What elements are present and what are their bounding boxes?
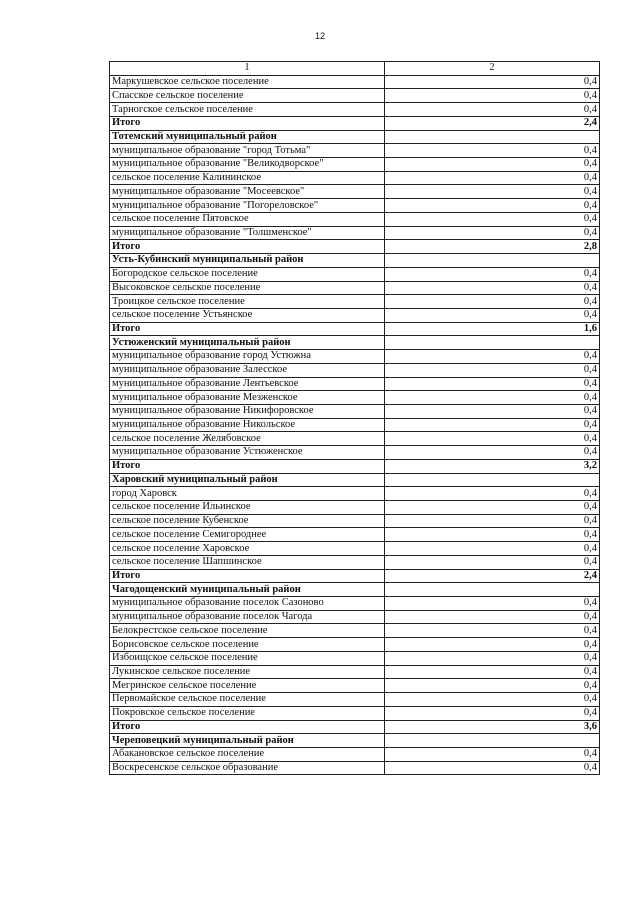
cell-value: 0,4 bbox=[385, 144, 600, 158]
district-name: Тотемский муниципальный район bbox=[110, 130, 385, 144]
cell-value: 0,4 bbox=[385, 761, 600, 775]
settlement-name: сельское поселение Калининское bbox=[110, 171, 385, 185]
cell-value: 0,4 bbox=[385, 404, 600, 418]
table-row bbox=[110, 651, 600, 665]
settlement-name: муниципальное образование Устюженское bbox=[110, 446, 385, 460]
settlement-name: муниципальное образование Лентьевское bbox=[110, 377, 385, 391]
settlement-name: Богородское сельское поселение bbox=[110, 267, 385, 281]
settlement-name: сельское поселение Пятовское bbox=[110, 212, 385, 226]
cell-value: 0,4 bbox=[385, 89, 600, 103]
table-row bbox=[110, 144, 600, 158]
table-row bbox=[110, 295, 600, 309]
district-name: Усть-Кубинский муниципальный район bbox=[110, 254, 385, 268]
settlement-name: Высоковское сельское поселение bbox=[110, 281, 385, 295]
total-label: Итого bbox=[110, 720, 385, 734]
cell-value bbox=[385, 473, 600, 487]
cell-value: 0,4 bbox=[385, 350, 600, 364]
total-value: 3,2 bbox=[385, 459, 600, 473]
cell-value: 0,4 bbox=[385, 171, 600, 185]
table-row bbox=[110, 624, 600, 638]
table-row bbox=[110, 446, 600, 460]
table-row bbox=[110, 555, 600, 569]
district-header-row bbox=[110, 130, 600, 144]
cell-value bbox=[385, 254, 600, 268]
table-row bbox=[110, 363, 600, 377]
settlement-name: муниципальное образование "Великодворское" bbox=[110, 158, 385, 172]
cell-value: 0,4 bbox=[385, 651, 600, 665]
cell-value bbox=[385, 130, 600, 144]
table-row bbox=[110, 308, 600, 322]
settlement-name: Покровское сельское поселение bbox=[110, 706, 385, 720]
district-header-row bbox=[110, 336, 600, 350]
table-row bbox=[110, 665, 600, 679]
cell-value: 0,4 bbox=[385, 103, 600, 117]
cell-value: 0,4 bbox=[385, 597, 600, 611]
settlement-name: Избоищское сельское поселение bbox=[110, 651, 385, 665]
cell-value: 0,4 bbox=[385, 693, 600, 707]
cell-value: 0,4 bbox=[385, 308, 600, 322]
settlement-name: муниципальное образование Никифоровское bbox=[110, 404, 385, 418]
total-row bbox=[110, 322, 600, 336]
settlement-name: Мегринское сельское поселение bbox=[110, 679, 385, 693]
settlement-name: Лукинское сельское поселение bbox=[110, 665, 385, 679]
settlement-name: муниципальное образование "Толшменское" bbox=[110, 226, 385, 240]
settlement-name: сельское поселение Ильинское bbox=[110, 501, 385, 515]
cell-value: 0,4 bbox=[385, 679, 600, 693]
table-row bbox=[110, 487, 600, 501]
table-row bbox=[110, 103, 600, 117]
total-label: Итого bbox=[110, 569, 385, 583]
total-label: Итого bbox=[110, 116, 385, 130]
cell-value bbox=[385, 583, 600, 597]
total-label: Итого bbox=[110, 322, 385, 336]
settlement-name: муниципальное образование город Устюжна bbox=[110, 350, 385, 364]
cell-value: 0,4 bbox=[385, 363, 600, 377]
cell-value bbox=[385, 734, 600, 748]
table-row bbox=[110, 597, 600, 611]
district-name: Череповецкий муниципальный район bbox=[110, 734, 385, 748]
settlement-name: сельское поселение Желябовское bbox=[110, 432, 385, 446]
cell-value: 0,4 bbox=[385, 487, 600, 501]
district-header-row bbox=[110, 254, 600, 268]
cell-value: 0,4 bbox=[385, 555, 600, 569]
page-number: 12 bbox=[314, 31, 325, 41]
settlement-name: Спасское сельское поселение bbox=[110, 89, 385, 103]
total-label: Итого bbox=[110, 240, 385, 254]
total-row bbox=[110, 720, 600, 734]
total-row bbox=[110, 240, 600, 254]
table-row bbox=[110, 418, 600, 432]
cell-value: 0,4 bbox=[385, 501, 600, 515]
settlement-name: Первомайское сельское поселение bbox=[110, 693, 385, 707]
cell-value: 0,4 bbox=[385, 377, 600, 391]
district-name: Харовский муниципальный район bbox=[110, 473, 385, 487]
district-name: Устюженский муниципальный район bbox=[110, 336, 385, 350]
cell-value: 0,4 bbox=[385, 747, 600, 761]
district-name: Чагодощенский муниципальный район bbox=[110, 583, 385, 597]
settlement-name: сельское поселение Устьянское bbox=[110, 308, 385, 322]
table-header-row bbox=[110, 62, 600, 76]
cell-value: 0,4 bbox=[385, 514, 600, 528]
total-row bbox=[110, 116, 600, 130]
total-value: 2,4 bbox=[385, 116, 600, 130]
table-row bbox=[110, 75, 600, 89]
cell-value: 0,4 bbox=[385, 432, 600, 446]
cell-value: 0,4 bbox=[385, 75, 600, 89]
settlement-name: Воскресенское сельское образование bbox=[110, 761, 385, 775]
table-row bbox=[110, 377, 600, 391]
table-row bbox=[110, 404, 600, 418]
table-row bbox=[110, 693, 600, 707]
total-value: 3,6 bbox=[385, 720, 600, 734]
table-row bbox=[110, 542, 600, 556]
table-row bbox=[110, 610, 600, 624]
table-row bbox=[110, 158, 600, 172]
cell-value: 0,4 bbox=[385, 665, 600, 679]
total-row bbox=[110, 459, 600, 473]
settlement-name: муниципальное образование Залесское bbox=[110, 363, 385, 377]
settlement-name: сельское поселение Харовское bbox=[110, 542, 385, 556]
settlement-name: муниципальное образование поселок Сазоново bbox=[110, 597, 385, 611]
settlement-name: муниципальное образование поселок Чагода bbox=[110, 610, 385, 624]
table-row bbox=[110, 89, 600, 103]
total-value: 2,4 bbox=[385, 569, 600, 583]
cell-value: 0,4 bbox=[385, 624, 600, 638]
cell-value: 0,4 bbox=[385, 391, 600, 405]
settlement-name: Белокрестское сельское поселение bbox=[110, 624, 385, 638]
cell-value: 0,4 bbox=[385, 281, 600, 295]
table-row bbox=[110, 706, 600, 720]
cell-value: 0,4 bbox=[385, 212, 600, 226]
table-row bbox=[110, 185, 600, 199]
cell-value: 0,4 bbox=[385, 446, 600, 460]
settlement-name: муниципальное образование "Мосеевское" bbox=[110, 185, 385, 199]
table-row bbox=[110, 514, 600, 528]
cell-value: 0,4 bbox=[385, 528, 600, 542]
table-row bbox=[110, 761, 600, 775]
table-row bbox=[110, 212, 600, 226]
settlement-name: город Харовск bbox=[110, 487, 385, 501]
district-header-row bbox=[110, 473, 600, 487]
table-row bbox=[110, 171, 600, 185]
cell-value: 0,4 bbox=[385, 638, 600, 652]
settlement-name: муниципальное образование Мезженское bbox=[110, 391, 385, 405]
table-row bbox=[110, 226, 600, 240]
district-header-row bbox=[110, 734, 600, 748]
total-value: 1,6 bbox=[385, 322, 600, 336]
table-row bbox=[110, 501, 600, 515]
table-row bbox=[110, 747, 600, 761]
table-row bbox=[110, 638, 600, 652]
settlement-name: муниципальное образование Никольское bbox=[110, 418, 385, 432]
settlement-name: сельское поселение Кубенское bbox=[110, 514, 385, 528]
total-value: 2,8 bbox=[385, 240, 600, 254]
cell-value: 0,4 bbox=[385, 185, 600, 199]
settlement-name: Троицкое сельское поселение bbox=[110, 295, 385, 309]
table-row bbox=[110, 432, 600, 446]
settlement-name: муниципальное образование "город Тотьма" bbox=[110, 144, 385, 158]
settlement-name: сельское поселение Шапшинское bbox=[110, 555, 385, 569]
district-header-row bbox=[110, 583, 600, 597]
column-header-1: 1 bbox=[110, 62, 385, 76]
cell-value: 0,4 bbox=[385, 542, 600, 556]
column-header-2: 2 bbox=[385, 62, 600, 76]
cell-value: 0,4 bbox=[385, 418, 600, 432]
table-row bbox=[110, 350, 600, 364]
table-body bbox=[110, 62, 600, 775]
cell-value: 0,4 bbox=[385, 199, 600, 213]
settlement-name: Тарногское сельское поселение bbox=[110, 103, 385, 117]
table-row bbox=[110, 391, 600, 405]
allocation-table bbox=[109, 61, 600, 775]
table-row bbox=[110, 281, 600, 295]
table-row bbox=[110, 267, 600, 281]
cell-value: 0,4 bbox=[385, 706, 600, 720]
total-label: Итого bbox=[110, 459, 385, 473]
settlement-name: Абакановское сельское поселение bbox=[110, 747, 385, 761]
cell-value: 0,4 bbox=[385, 226, 600, 240]
cell-value: 0,4 bbox=[385, 158, 600, 172]
settlement-name: Маркушевское сельское поселение bbox=[110, 75, 385, 89]
cell-value: 0,4 bbox=[385, 267, 600, 281]
settlement-name: Борисовское сельское поселение bbox=[110, 638, 385, 652]
settlement-name: муниципальное образование "Погореловское" bbox=[110, 199, 385, 213]
table-row bbox=[110, 199, 600, 213]
cell-value bbox=[385, 336, 600, 350]
total-row bbox=[110, 569, 600, 583]
table-row bbox=[110, 679, 600, 693]
cell-value: 0,4 bbox=[385, 610, 600, 624]
table-row bbox=[110, 528, 600, 542]
settlement-name: сельское поселение Семигороднее bbox=[110, 528, 385, 542]
cell-value: 0,4 bbox=[385, 295, 600, 309]
